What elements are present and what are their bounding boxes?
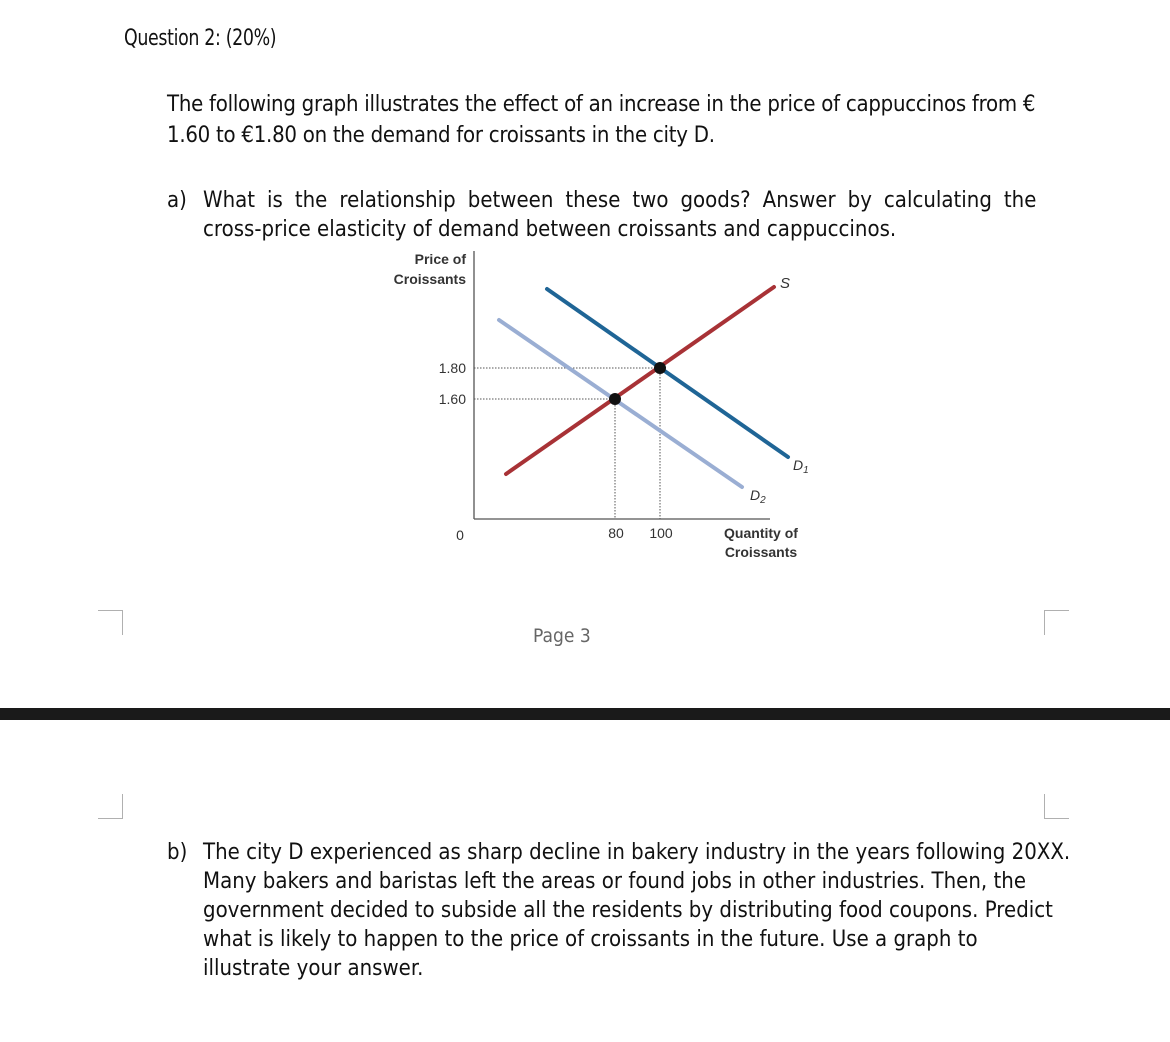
equilibrium-point-d1 — [654, 362, 666, 374]
part-a-line-1: What is the relationship between these two goods? Answer by calculating the — [203, 188, 1037, 213]
intro-line-1: The following graph illustrates the effect of an increase in the price of cappuccinos from € — [167, 92, 1036, 117]
page-number: Page 3 — [533, 625, 591, 647]
origin-label: 0 — [456, 527, 464, 543]
page-corner-mark-top-left — [98, 610, 123, 635]
y-axis-label-line1: Price of — [414, 251, 466, 267]
supply-label: S — [780, 275, 791, 292]
x-axis-label-line1: Quantity of — [724, 525, 798, 541]
part-b-marker: b) — [167, 840, 188, 865]
part-b-line-5: illustrate your answer. — [203, 956, 424, 981]
supply-curve — [506, 287, 774, 474]
question-part-b — [167, 838, 1071, 983]
d2-label: $D_2$ — [750, 487, 766, 506]
y-tick-1-80: 1.80 — [438, 360, 466, 376]
part-b-line-3: government decided to subside all the residents by distributing food coupons. Predict — [203, 898, 1053, 923]
page-corner-mark-top-right — [1044, 610, 1069, 635]
question-part-a — [167, 186, 1040, 244]
part-b-line-4: what is likely to happen to the price of croissants in the future. Use a graph to — [203, 927, 978, 952]
question-title: Question 2: (20%) — [124, 26, 277, 51]
equilibrium-point-d2 — [609, 393, 621, 405]
demand-curve-d2 — [499, 320, 742, 487]
part-b-line-1: The city D experienced as sharp decline in bakery industry in the years following 20XX. — [203, 840, 1071, 865]
x-tick-80: 80 — [608, 525, 624, 541]
intro-line-2: 1.60 to €1.80 on the demand for croissants in the city D. — [167, 123, 715, 148]
y-tick-1-60: 1.60 — [438, 391, 466, 407]
y-axis-label-line2: Croissants — [393, 271, 466, 287]
supply-demand-graph — [370, 245, 830, 575]
page-corner-mark-bottom-left — [98, 794, 123, 819]
page-corner-mark-bottom-right — [1044, 794, 1069, 819]
page-divider — [0, 708, 1170, 720]
d1-label: $D_1$ — [793, 457, 809, 476]
demand-curve-d1 — [547, 289, 788, 457]
part-a-marker: a) — [167, 188, 187, 213]
question-intro — [167, 89, 1067, 151]
part-b-line-2: Many bakers and baristas left the areas or found jobs in other industries. Then, the — [203, 869, 1027, 894]
x-axis-label-line2: Croissants — [724, 544, 798, 560]
part-a-line-2: cross-price elasticity of demand between croissants and cappuccinos. — [203, 217, 897, 242]
x-tick-100: 100 — [649, 525, 673, 541]
